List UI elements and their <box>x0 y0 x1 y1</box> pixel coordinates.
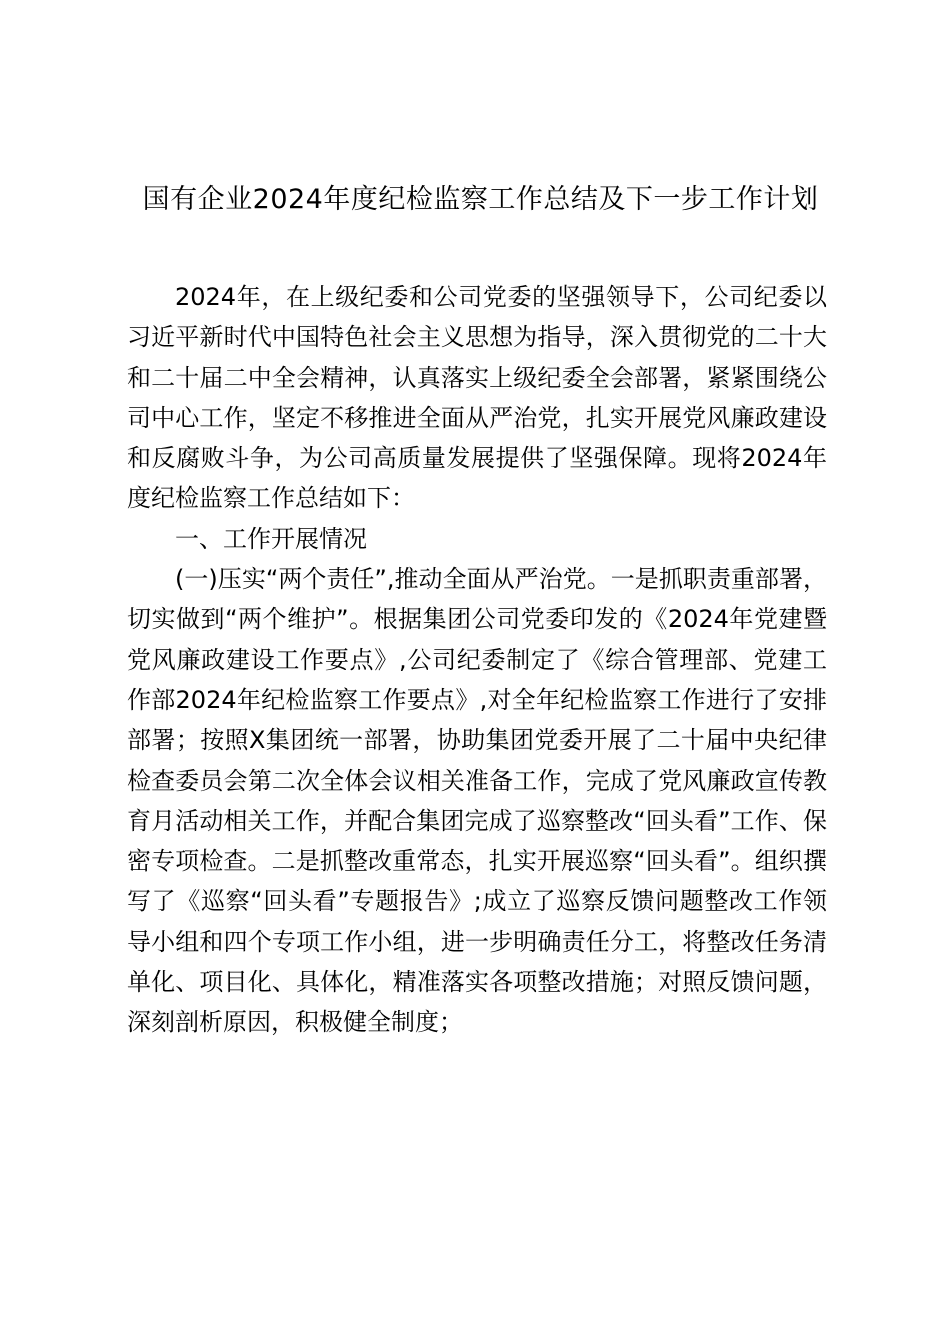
document-body <box>127 277 827 1043</box>
document-title: 国有企业2024年度纪检监察工作总结及下一步工作计划 <box>142 184 819 215</box>
body-paragraph: (一)压实“两个责任”,推动全面从严治党。一是抓职责重部署，切实做到“两个维护”。根据集团公司党委印发的《2024年党建暨党风廉政建设工作要点》,公司纪委制定了《综合管理部、党建工作部2024年纪检监察工作要点》,对全年纪检监察工作进行了安排部署；按照X集团统一部署，协助集团党委开展了二十届中央纪律检查委员会第二次全体会议相关准备工作，完成了党风廉政宣传教育月活动相关工作，并配合集团完成了巡察整改“回头看”工作、保密专项检查。二是抓整改重常态，扎实开展巡察“回头看”。组织撰写了《巡察“回头看”专题报告》;成立了巡察反馈问题整改工作领导小组和四个专项工作小组，进一步明确责任分工，将整改任务清单化、项目化、具体化，精准落实各项整改措施；对照反馈问题，深刻剖析原因，积极健全制度； <box>127 565 827 1037</box>
intro-paragraph: 2024年，在上级纪委和公司党委的坚强领导下，公司纪委以习近平新时代中国特色社会主义思想为指导，深入贯彻党的二十大和二十届二中全会精神，认真落实上级纪委全会部署，紧紧围绕公司中心工作，坚定不移推进全面从严治党，扎实开展党风廉政建设和反腐败斗争，为公司高质量发展提供了坚强保障。现将2024年度纪检监察工作总结如下： <box>127 283 827 513</box>
section-heading: 一、工作开展情况 <box>175 524 367 553</box>
